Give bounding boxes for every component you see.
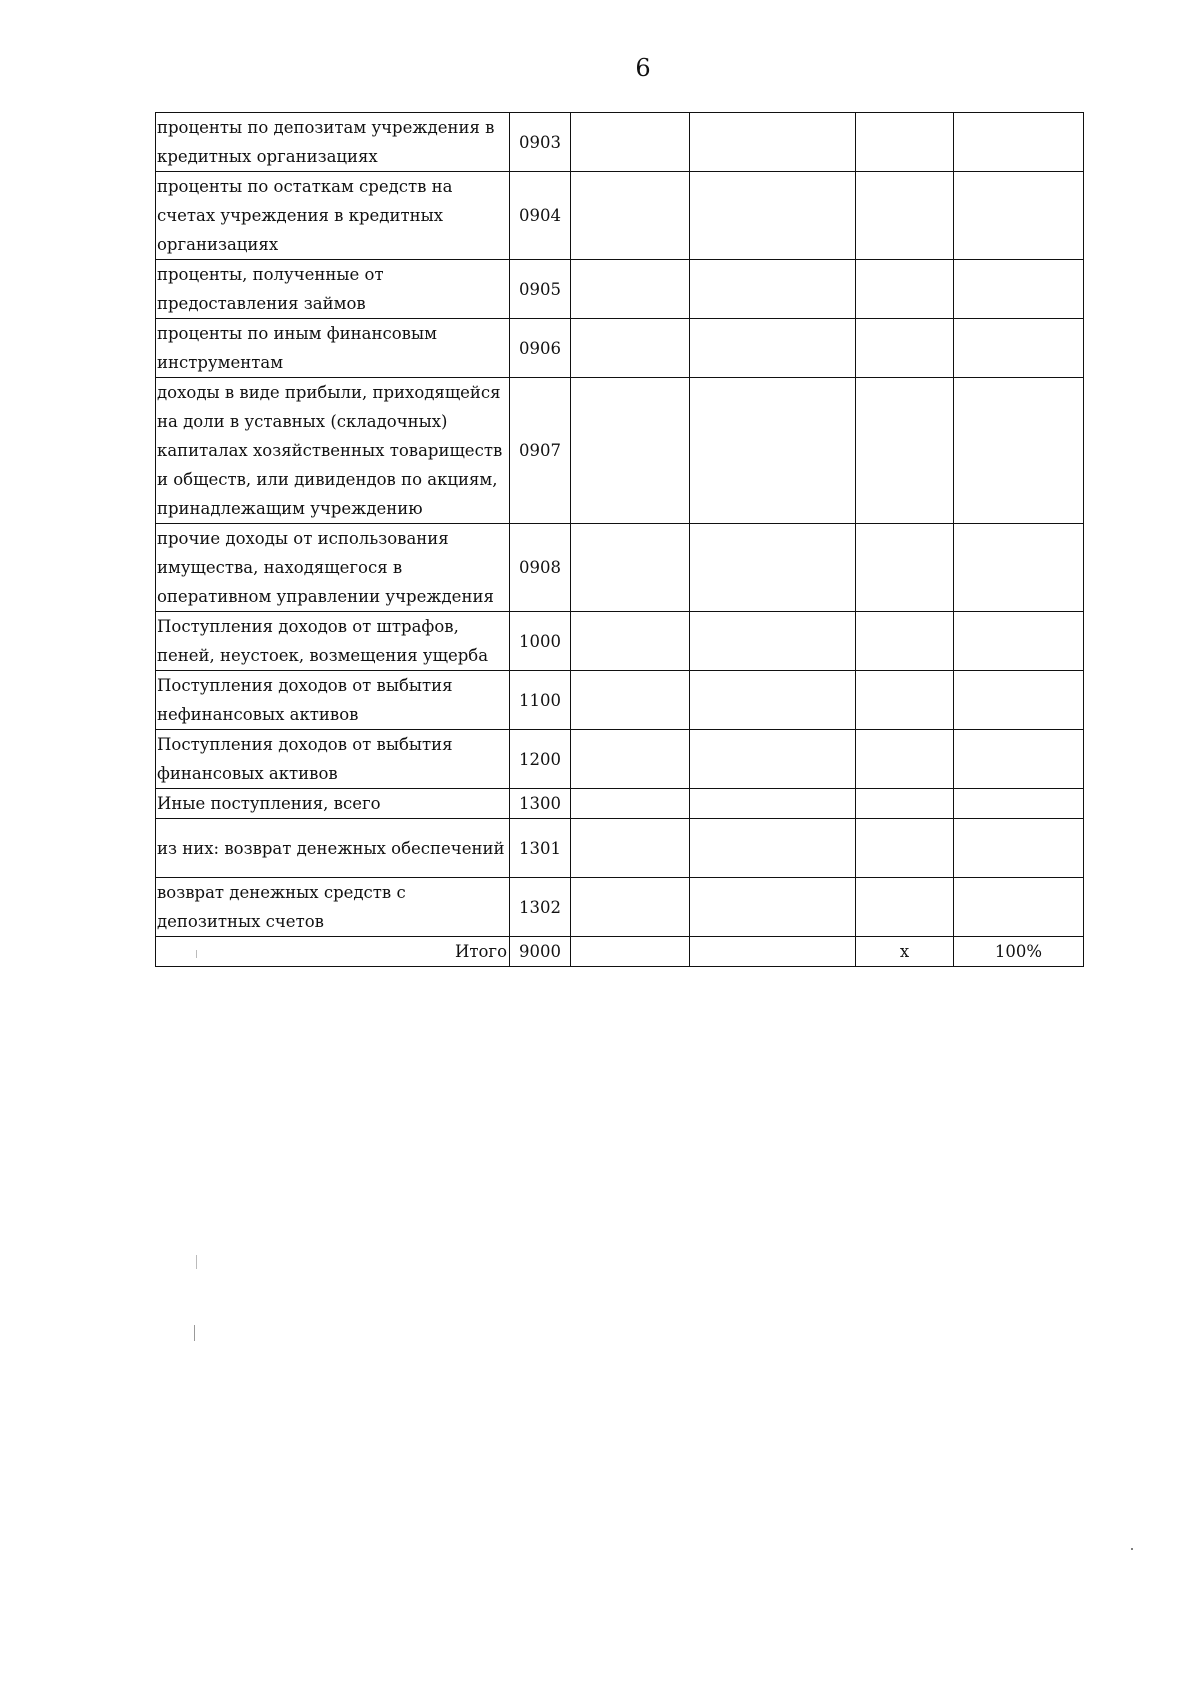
total-col5: х: [856, 937, 954, 967]
empty-cell: [690, 789, 856, 819]
row-label: проценты, полученные от предоставления займов: [156, 260, 510, 319]
empty-cell: [690, 819, 856, 878]
row-code: 1302: [510, 878, 571, 937]
empty-cell: [571, 671, 690, 730]
scan-mark: [196, 1255, 197, 1269]
empty-cell: [856, 789, 954, 819]
row-code: 1000: [510, 612, 571, 671]
empty-cell: [690, 730, 856, 789]
empty-cell: [571, 260, 690, 319]
scan-mark: [194, 1325, 195, 1341]
row-code: 0908: [510, 524, 571, 612]
income-table: [155, 112, 1084, 967]
table-row: [156, 671, 1084, 730]
total-percent: 100%: [954, 937, 1084, 967]
row-label: из них: возврат денежных обеспечений: [156, 819, 510, 878]
empty-cell: [954, 260, 1084, 319]
empty-cell: [856, 878, 954, 937]
row-code: 0903: [510, 113, 571, 172]
row-code: 0906: [510, 319, 571, 378]
table-row: [156, 789, 1084, 819]
empty-cell: [856, 671, 954, 730]
empty-cell: [571, 612, 690, 671]
row-code: 1100: [510, 671, 571, 730]
scan-mark: [196, 950, 197, 958]
table-row: [156, 172, 1084, 260]
row-code: 0904: [510, 172, 571, 260]
empty-cell: [856, 319, 954, 378]
empty-cell: [690, 878, 856, 937]
row-label: Поступления доходов от штрафов, пеней, неустоек, возмещения ущерба: [156, 612, 510, 671]
total-label: Итого: [156, 937, 510, 967]
empty-cell: [571, 730, 690, 789]
empty-cell: [954, 730, 1084, 789]
empty-cell: [571, 172, 690, 260]
row-label: Поступления доходов от выбытия нефинансовых активов: [156, 671, 510, 730]
empty-cell: [690, 524, 856, 612]
table-row: [156, 319, 1084, 378]
empty-cell: [856, 730, 954, 789]
empty-cell: [856, 378, 954, 524]
empty-cell: [690, 378, 856, 524]
empty-cell: [690, 612, 856, 671]
empty-cell: [856, 524, 954, 612]
table-row: [156, 378, 1084, 524]
empty-cell: [954, 612, 1084, 671]
empty-cell: [571, 789, 690, 819]
table-row: [156, 878, 1084, 937]
row-label: возврат денежных средств с депозитных счетов: [156, 878, 510, 937]
table-row: [156, 730, 1084, 789]
empty-cell: [690, 937, 856, 967]
empty-cell: [571, 524, 690, 612]
scan-speck: [1131, 1548, 1133, 1550]
row-code: 0907: [510, 378, 571, 524]
empty-cell: [954, 319, 1084, 378]
empty-cell: [690, 671, 856, 730]
table-row: [156, 612, 1084, 671]
table-row: [156, 819, 1084, 878]
empty-cell: [690, 260, 856, 319]
empty-cell: [690, 113, 856, 172]
table-row: [156, 524, 1084, 612]
empty-cell: [690, 172, 856, 260]
row-code: 0905: [510, 260, 571, 319]
row-code: 1301: [510, 819, 571, 878]
row-label: проценты по иным финансовым инструментам: [156, 319, 510, 378]
empty-cell: [954, 789, 1084, 819]
empty-cell: [954, 113, 1084, 172]
table-row: [156, 113, 1084, 172]
empty-cell: [571, 113, 690, 172]
row-label: проценты по остаткам средств на счетах учреждения в кредитных организациях: [156, 172, 510, 260]
row-label: прочие доходы от использования имущества, находящегося в оперативном управлении учреждения: [156, 524, 510, 612]
empty-cell: [571, 819, 690, 878]
table-body: [156, 113, 1084, 967]
empty-cell: [954, 671, 1084, 730]
table-row: [156, 260, 1084, 319]
empty-cell: [954, 878, 1084, 937]
page-number: 6: [635, 54, 651, 82]
empty-cell: [856, 612, 954, 671]
row-label: проценты по депозитам учреждения в кредитных организациях: [156, 113, 510, 172]
row-code: 1200: [510, 730, 571, 789]
empty-cell: [690, 319, 856, 378]
empty-cell: [571, 937, 690, 967]
empty-cell: [954, 378, 1084, 524]
empty-cell: [954, 524, 1084, 612]
total-row: [156, 937, 1084, 967]
empty-cell: [954, 819, 1084, 878]
empty-cell: [856, 260, 954, 319]
row-label: Иные поступления, всего: [156, 789, 510, 819]
empty-cell: [571, 378, 690, 524]
row-label: Поступления доходов от выбытия финансовых активов: [156, 730, 510, 789]
empty-cell: [571, 878, 690, 937]
empty-cell: [954, 172, 1084, 260]
row-label: доходы в виде прибыли, приходящейся на доли в уставных (складочных) капиталах хозяйственных товариществ и обществ, или дивидендов по акциям, принадлежащим учреждению: [156, 378, 510, 524]
empty-cell: [856, 819, 954, 878]
empty-cell: [856, 172, 954, 260]
empty-cell: [571, 319, 690, 378]
empty-cell: [856, 113, 954, 172]
row-code: 1300: [510, 789, 571, 819]
total-code: 9000: [510, 937, 571, 967]
